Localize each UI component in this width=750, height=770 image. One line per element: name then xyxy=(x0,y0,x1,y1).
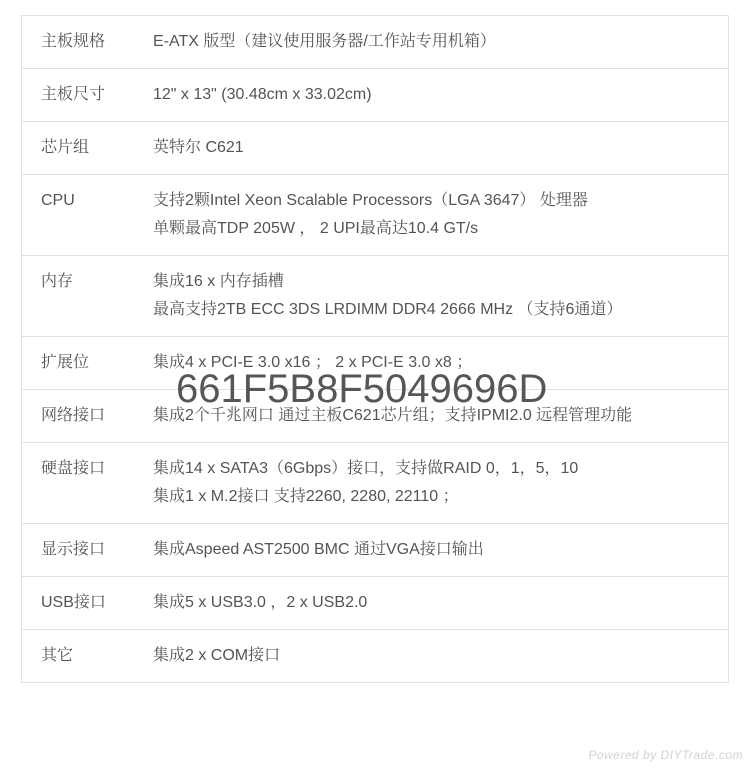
spec-value-line: 12" x 13" (30.48cm x 33.02cm) xyxy=(153,86,372,103)
spec-label: 显示接口 xyxy=(41,541,106,558)
spec-row-chipset xyxy=(22,122,728,175)
spec-row-network xyxy=(22,390,728,443)
spec-row-board-size xyxy=(22,69,728,122)
spec-row-display xyxy=(22,524,728,577)
spec-value xyxy=(153,28,728,56)
spec-row-cpu xyxy=(22,175,728,256)
motherboard-spec-table xyxy=(21,15,729,683)
spec-row-expansion xyxy=(22,337,728,390)
spec-value-line: 集成14 x SATA3（6Gbps）接口，支持做RAID 0，1，5，10 xyxy=(153,460,579,477)
spec-value xyxy=(153,589,728,617)
spec-row-usb xyxy=(22,577,728,630)
spec-value xyxy=(153,455,728,511)
spec-label: 硬盘接口 xyxy=(41,460,106,477)
spec-row-memory xyxy=(22,256,728,337)
spec-value xyxy=(153,536,728,564)
spec-label: CPU xyxy=(41,192,75,209)
spec-label: 主板规格 xyxy=(41,33,106,50)
spec-row-storage xyxy=(22,443,728,524)
spec-value-line: 支持2颗Intel Xeon Scalable Processors（LGA 3647） 处理器 xyxy=(153,192,588,209)
spec-row-other xyxy=(22,630,728,682)
spec-row-board-form xyxy=(22,16,728,69)
spec-value-line: 集成Aspeed AST2500 BMC 通过VGA接口输出 xyxy=(153,541,484,558)
spec-value-line: 集成4 x PCI-E 3.0 x16 ； 2 x PCI-E 3.0 x8 ； xyxy=(153,354,473,371)
spec-label: 扩展位 xyxy=(41,354,90,371)
spec-value xyxy=(153,268,728,324)
spec-value-line: 单颗最高TDP 205W ， 2 UPI最高达10.4 GT/s xyxy=(153,220,479,237)
spec-value xyxy=(153,81,728,109)
spec-label: 其它 xyxy=(41,647,74,664)
spec-value-line: 最高支持2TB ECC 3DS LRDIMM DDR4 2666 MHz （支持6通道） xyxy=(153,301,623,318)
spec-label: USB接口 xyxy=(41,594,106,611)
spec-value-line: 英特尔 C621 xyxy=(153,139,244,156)
spec-value-line: 集成2 x COM接口 xyxy=(153,647,281,664)
spec-value xyxy=(153,187,728,243)
spec-value-line: 集成5 x USB3.0 ，2 x USB2.0 xyxy=(153,594,368,611)
spec-value-line: 集成16 x 内存插槽 xyxy=(153,273,284,290)
spec-value-line: 集成2个千兆网口 通过主板C621芯片组；支持IPMI2.0 远程管理功能 xyxy=(153,407,633,424)
spec-label: 主板尺寸 xyxy=(41,86,106,103)
spec-label: 网络接口 xyxy=(41,407,106,424)
spec-value xyxy=(153,642,728,670)
spec-value xyxy=(153,349,728,377)
spec-value xyxy=(153,134,728,162)
diytrade-credit-link[interactable]: Powered by DIYTrade.com xyxy=(588,748,743,762)
spec-value-line: 集成1 x M.2接口 支持2260, 2280, 22110 ； xyxy=(153,488,459,505)
watermark-text: 661F5B8F5049696D xyxy=(176,367,548,411)
spec-value xyxy=(153,402,728,430)
spec-label: 芯片组 xyxy=(41,139,90,156)
spec-label: 内存 xyxy=(41,273,74,290)
spec-value-line: E-ATX 版型（建议使用服务器/工作站专用机箱） xyxy=(153,33,496,50)
